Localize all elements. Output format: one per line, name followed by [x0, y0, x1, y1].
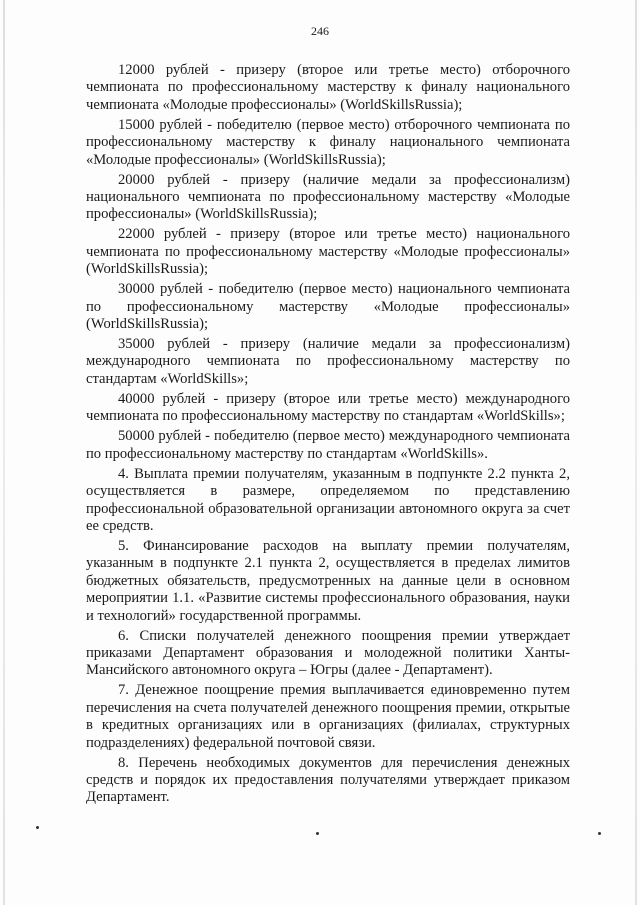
- paragraph-prize-12000: 12000 рублей - призеру (второе или третье место) отборочного чемпионата по профессиональному мастерству к финалу национального чемпионата «Молодые профессионалы» (WorldSkillsRussia);: [86, 62, 570, 113]
- paragraph-clause-6: 6. Списки получателей денежного поощрения премии утверждает приказами Департамент образования и молодежной политики Ханты-Мансийского автономного округа – Югры (далее - Департамент).: [86, 627, 570, 679]
- document-body: [86, 62, 570, 809]
- page-number: 246: [311, 24, 329, 38]
- paragraph-prize-35000: 35000 рублей - призеру (наличие медали за профессионализм) международного чемпионата по профессиональному мастерству по стандартам «WorldSkills»;: [86, 336, 570, 387]
- paragraph-prize-15000: 15000 рублей - победителю (первое место) отборочного чемпионата по профессиональному мастерству к финалу национального чемпионата «Молодые профессионалы» (WorldSkillsRussia);: [86, 116, 570, 168]
- scan-speck: [598, 832, 601, 835]
- paragraph-prize-30000: 30000 рублей - победителю (первое место) национального чемпионата по профессиональному мастерству «Молодые профессионалы» (WorldSkillsRussia);: [86, 281, 570, 333]
- paragraph-clause-5: 5. Финансирование расходов на выплату премии получателям, указанным в подпункте 2.1 пункта 2, осуществляется в пределах лимитов бюджетных обязательств, предусмотренных на данные цели в основном мероприятии 1.1. «Развитие системы профессионального образования, науки и технологий» государственной программы.: [86, 537, 570, 624]
- scan-edge-left: [3, 0, 5, 905]
- scan-edge-right: [635, 0, 637, 905]
- scan-speck: [36, 826, 39, 829]
- paragraph-clause-4: 4. Выплата премии получателям, указанным в подпункте 2.2 пункта 2, осуществляется в размере, определяемом по представлению профессиональной образовательной организации автономного округа за счет ее средств.: [86, 465, 570, 534]
- paragraph-prize-40000: 40000 рублей - призеру (второе или третье место) международного чемпионата по профессиональному мастерству по стандартам «WorldSkills»;: [86, 390, 570, 425]
- paragraph-prize-20000: 20000 рублей - призеру (наличие медали за профессионализм) национального чемпионата по профессиональному мастерству «Молодые профессионалы» (WorldSkillsRussia);: [86, 171, 570, 223]
- paragraph-clause-8: 8. Перечень необходимых документов для перечисления денежных средств и порядок их предоставления получателями утверждает приказом Департамент.: [86, 754, 570, 806]
- paragraph-prize-50000: 50000 рублей - победителю (первое место) международного чемпионата по профессиональному мастерству по стандартам «WorldSkills».: [86, 428, 570, 462]
- scan-speck: [316, 832, 319, 835]
- paragraph-prize-22000: 22000 рублей - призеру (второе или третье место) национального чемпионата по профессиональному мастерству «Молодые профессионалы» (WorldSkillsRussia);: [86, 226, 570, 278]
- paragraph-clause-7: 7. Денежное поощрение премия выплачивается единовременно путем перечисления на счета получателей денежного поощрения премии, открытые в кредитных организациях или в организациях (филиалах, структурных подразделениях) федеральной почтовой связи.: [86, 682, 570, 751]
